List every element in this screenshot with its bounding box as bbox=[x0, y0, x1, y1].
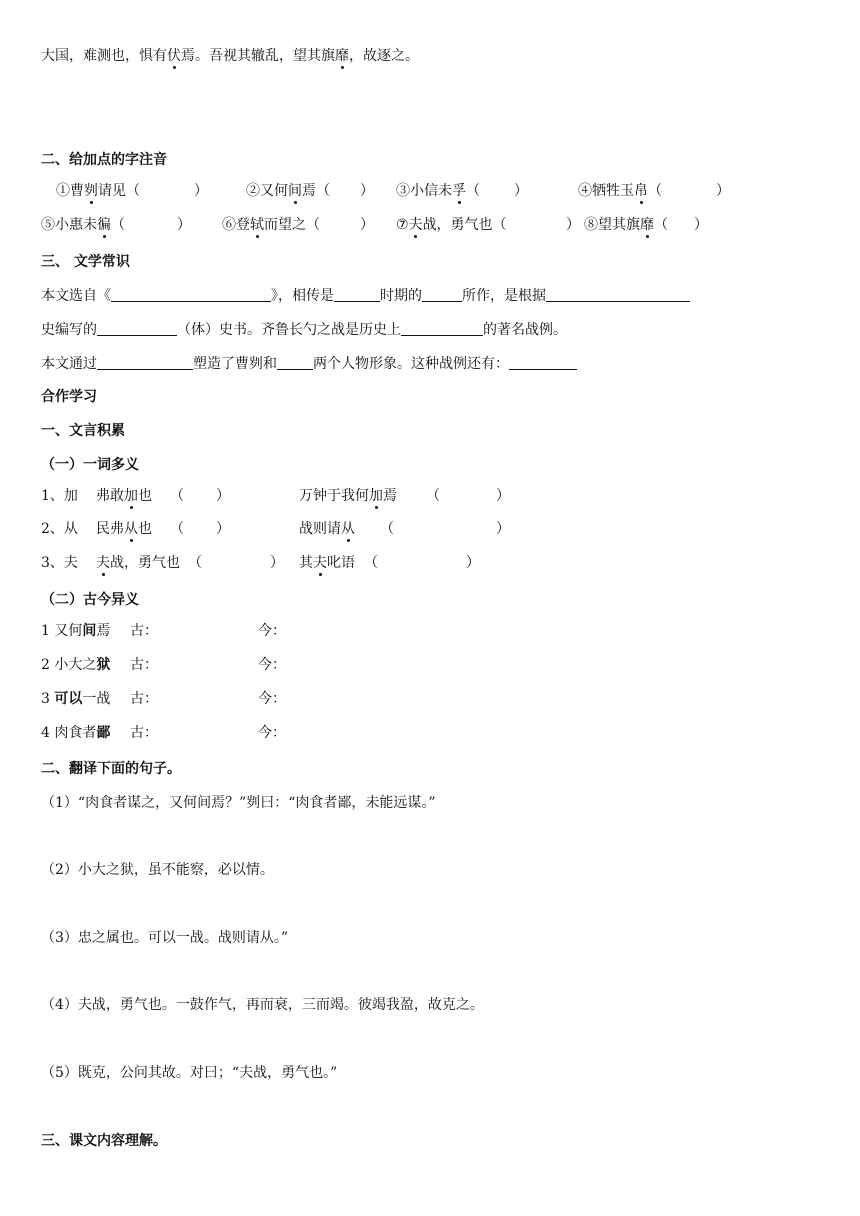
literature-line-1: 本文选自《 》，相传是 时期的 所作，是根据 bbox=[41, 287, 690, 305]
paren-open: （ bbox=[188, 555, 202, 571]
pinyin-item: ⑧望其旗靡（ ） bbox=[584, 217, 708, 233]
jin-label: 今： bbox=[258, 691, 286, 707]
paren-close: ） bbox=[216, 488, 230, 504]
pinyin-item: ②又何间焉（ ） bbox=[246, 183, 374, 199]
literature-line-3: 本文通过 塑造了曹刿和 两个人物形象。这种战例还有： bbox=[41, 355, 577, 373]
paren-open: （ bbox=[170, 521, 184, 537]
blank-field[interactable] bbox=[111, 287, 271, 302]
intro-line bbox=[41, 47, 419, 65]
dotted-char: 靡 bbox=[335, 48, 349, 64]
pinyin-item: ⑤小惠未徧（ ） bbox=[41, 217, 191, 233]
jin-label: 今： bbox=[258, 657, 286, 673]
polysemy-sentence-2: 战则请从 bbox=[299, 521, 355, 537]
section-content-understanding-title: 三、课文内容理解。 bbox=[41, 1133, 167, 1149]
guji-item: 4 肉食者鄙 bbox=[41, 725, 111, 741]
sentence-item: （1）“肉食者谋之，又何间焉？”刿曰：“肉食者鄙，未能远谋。” bbox=[41, 795, 436, 811]
jin-label: 今： bbox=[258, 725, 286, 741]
paren-open: （ bbox=[170, 488, 184, 504]
paren-open: （ bbox=[426, 488, 440, 504]
blank-field[interactable] bbox=[334, 287, 380, 302]
polysemy-num: 1、加 bbox=[41, 488, 78, 504]
blank-field[interactable] bbox=[546, 287, 690, 302]
wenyan-title: 一、文言积累 bbox=[41, 423, 125, 439]
paren-open: （ bbox=[364, 555, 378, 571]
polysemy-sentence-1: 夫战，勇气也 bbox=[96, 555, 180, 571]
pinyin-item: ⑥登轼而望之（ ） bbox=[222, 217, 374, 233]
guji-item: 1 又何间焉 bbox=[41, 623, 111, 639]
pinyin-item: ①曹刿请见（ ） bbox=[56, 183, 208, 199]
polysemy-sentence-1: 弗敢加也 bbox=[96, 488, 152, 504]
guji-item: 2 小大之狱 bbox=[41, 657, 111, 673]
polysemy-title: （一）一词多义 bbox=[41, 457, 139, 473]
translation-title: 二、翻译下面的句子。 bbox=[41, 761, 181, 777]
polysemy-num: 3、夫 bbox=[41, 555, 78, 571]
pinyin-item: ④牺牲玉帛（ ） bbox=[578, 183, 730, 199]
gu-label: 古： bbox=[130, 623, 158, 639]
paren-open: （ bbox=[380, 521, 394, 537]
polysemy-sentence-1: 民弗从也 bbox=[96, 521, 152, 537]
polysemy-sentence-2: 其夫叱语 bbox=[299, 555, 355, 571]
gu-label: 古： bbox=[130, 657, 158, 673]
blank-field[interactable] bbox=[277, 355, 313, 370]
blank-field[interactable] bbox=[97, 355, 193, 370]
pinyin-item: ③小信未孚（ ） bbox=[396, 183, 528, 199]
intro-text-b: 焉。吾视其辙乱，望其旗 bbox=[181, 48, 335, 64]
intro-text-a: 大国，难测也，惧有 bbox=[41, 48, 167, 64]
section-pinyin-title: 二、给加点的字注音 bbox=[41, 152, 167, 168]
sentence-item: （3）忠之属也。可以一战。战则请从。” bbox=[41, 930, 289, 946]
pinyin-item: ⑦夫战，勇气也（ ） bbox=[396, 217, 580, 233]
paren-close: ） bbox=[496, 521, 510, 537]
paren-close: ） bbox=[466, 555, 480, 571]
sentence-item: （2）小大之狱，虽不能察，必以情。 bbox=[41, 862, 274, 878]
blank-field[interactable] bbox=[97, 321, 177, 336]
blank-field[interactable] bbox=[509, 355, 577, 370]
blank-field[interactable] bbox=[401, 321, 483, 336]
literature-line-2: 史编写的 （体）史书。齐鲁长勺之战是历史上 的著名战例。 bbox=[41, 322, 567, 338]
sentence-item: （5）既克，公问其故。对曰；“夫战，勇气也。” bbox=[41, 1065, 338, 1081]
guji-title: （二）古今异义 bbox=[41, 592, 139, 608]
polysemy-sentence-2: 万钟于我何加焉 bbox=[299, 488, 397, 504]
cooperative-learning-title: 合作学习 bbox=[41, 389, 97, 405]
guji-item: 3 可以一战 bbox=[41, 691, 111, 707]
blank-field[interactable] bbox=[422, 287, 462, 302]
paren-close: ） bbox=[270, 555, 284, 571]
gu-label: 古： bbox=[130, 691, 158, 707]
polysemy-num: 2、从 bbox=[41, 521, 78, 537]
jin-label: 今： bbox=[258, 623, 286, 639]
intro-text-c: ，故逐之。 bbox=[349, 48, 419, 64]
section-literature-title: 三、 文学常识 bbox=[41, 254, 130, 270]
paren-close: ） bbox=[216, 521, 230, 537]
paren-close: ） bbox=[496, 488, 510, 504]
sentence-item: （4）夫战，勇气也。一鼓作气，再而衰，三而竭。彼竭我盈，故克之。 bbox=[41, 997, 484, 1013]
dotted-char: 伏 bbox=[167, 48, 181, 64]
gu-label: 古： bbox=[130, 725, 158, 741]
